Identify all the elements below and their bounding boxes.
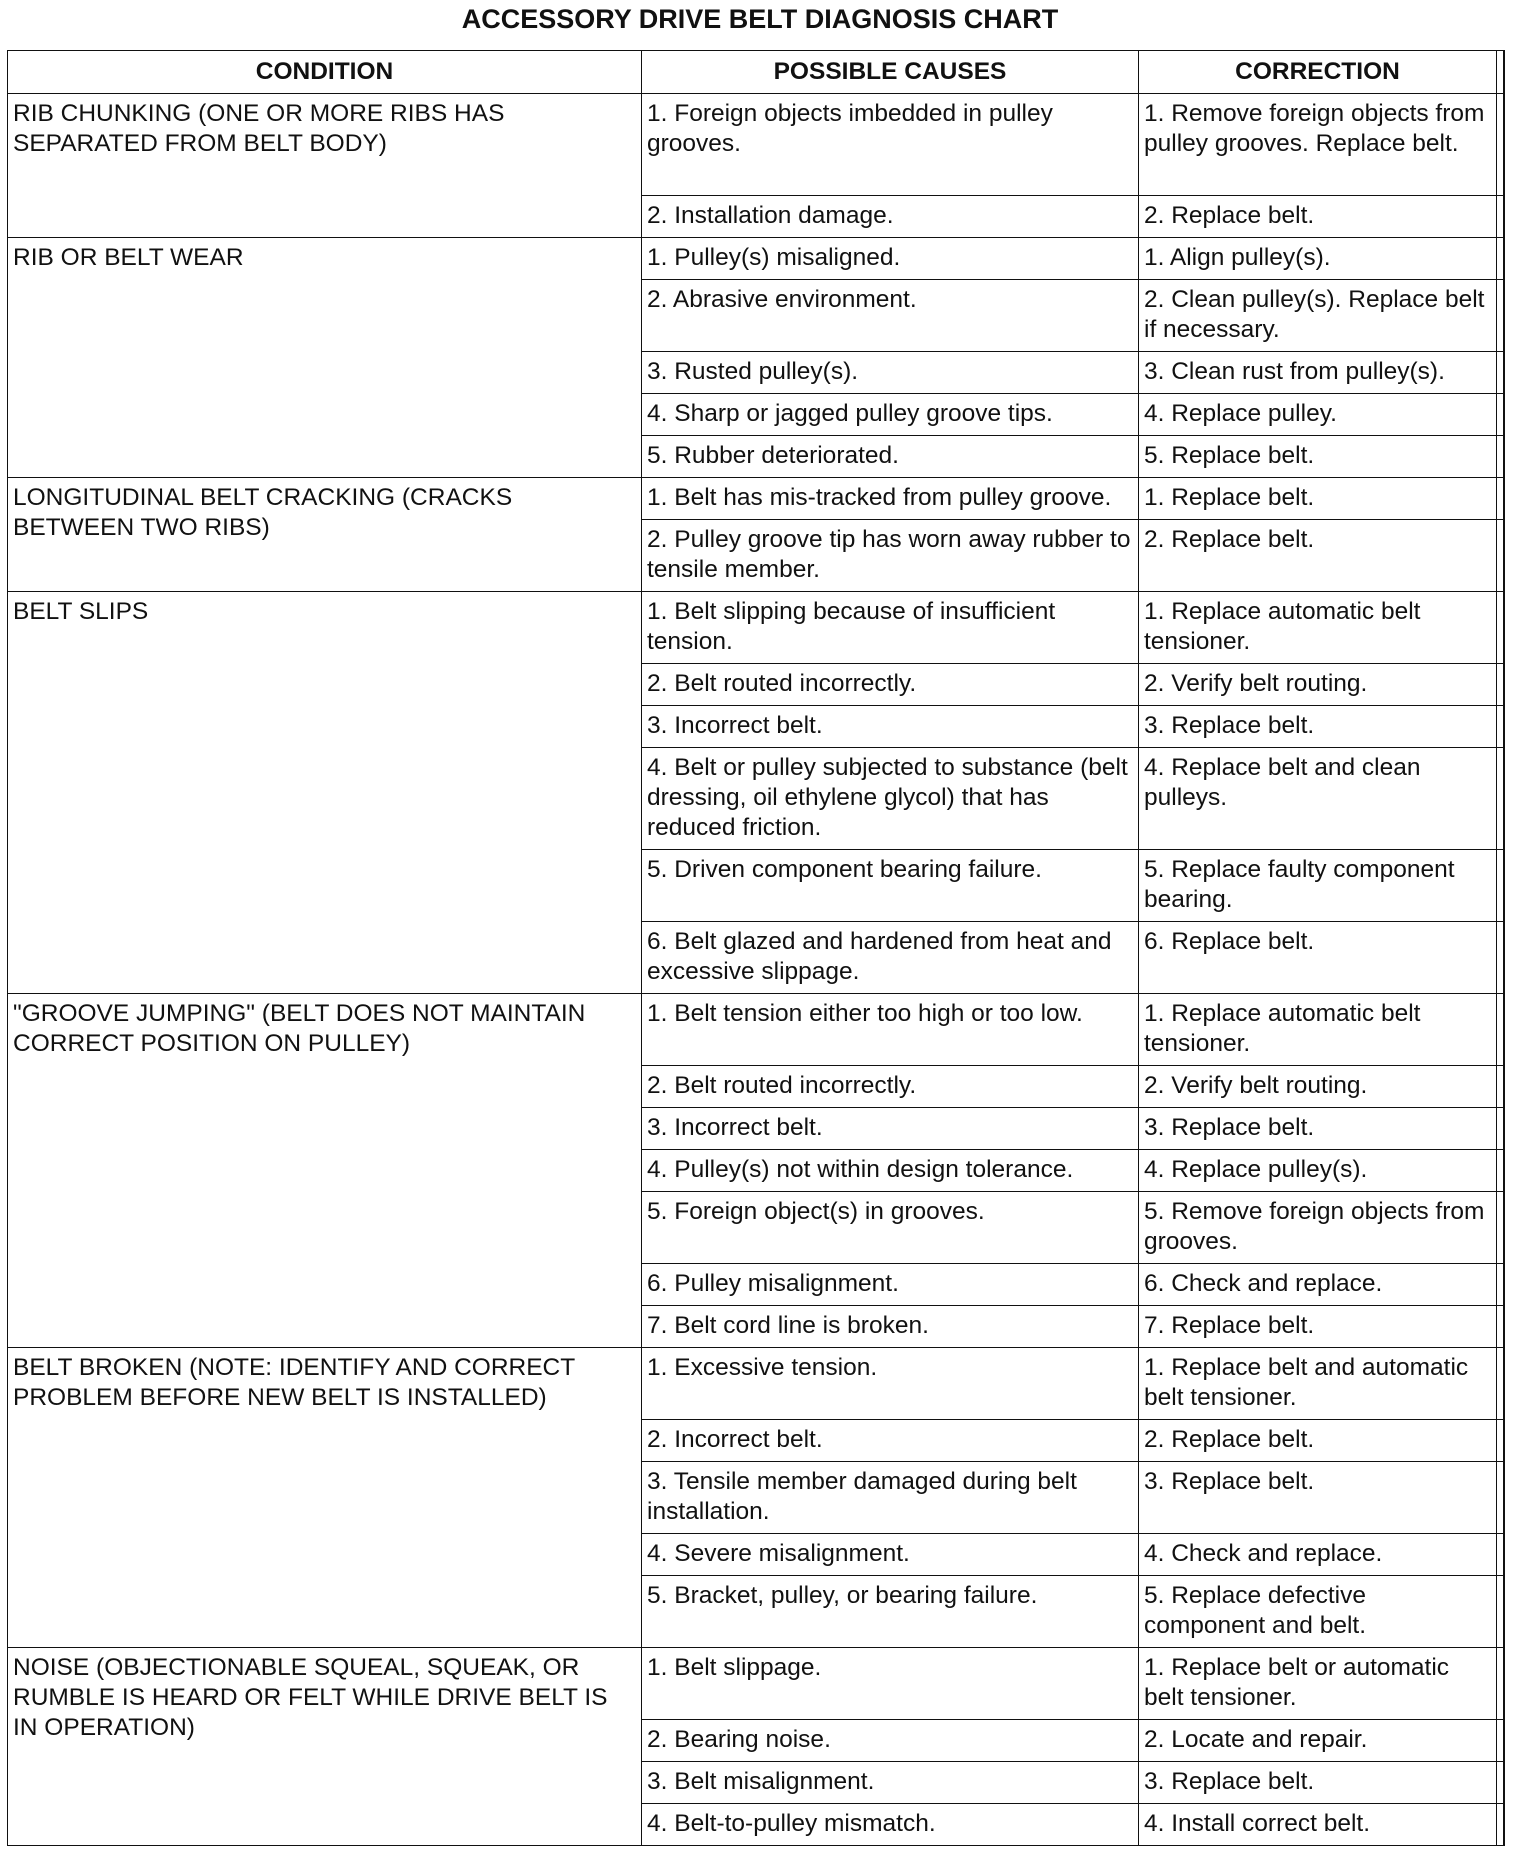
correction-cell: 2. Replace belt. <box>1139 196 1497 238</box>
correction-cell: 5. Replace faulty component bearing. <box>1139 850 1497 922</box>
edge-cell <box>1497 1192 1504 1264</box>
condition-cell: BELT SLIPS <box>8 592 642 994</box>
condition-cell: BELT BROKEN (NOTE: IDENTIFY AND CORRECT PROBLEM BEFORE NEW BELT IS INSTALLED) <box>8 1348 642 1648</box>
correction-cell: 1. Remove foreign objects from pulley grooves. Replace belt. <box>1139 94 1497 196</box>
correction-cell: 3. Replace belt. <box>1139 1108 1497 1150</box>
correction-cell: 6. Check and replace. <box>1139 1264 1497 1306</box>
correction-cell: 2. Clean pulley(s). Replace belt if necessary. <box>1139 280 1497 352</box>
correction-cell: 2. Replace belt. <box>1139 1420 1497 1462</box>
correction-cell: 3. Replace belt. <box>1139 1462 1497 1534</box>
header-condition: CONDITION <box>8 51 642 94</box>
cause-cell: 2. Bearing noise. <box>642 1720 1139 1762</box>
table-row <box>8 478 1504 520</box>
cause-cell: 3. Tensile member damaged during belt installation. <box>642 1462 1139 1534</box>
edge-cell <box>1497 94 1504 196</box>
correction-cell: 4. Replace pulley. <box>1139 394 1497 436</box>
edge-cell <box>1497 1762 1504 1804</box>
correction-cell: 3. Replace belt. <box>1139 1762 1497 1804</box>
correction-cell: 1. Replace belt and automatic belt tensioner. <box>1139 1348 1497 1420</box>
condition-cell: LONGITUDINAL BELT CRACKING (CRACKS BETWEEN TWO RIBS) <box>8 478 642 592</box>
cause-cell: 3. Rusted pulley(s). <box>642 352 1139 394</box>
cause-cell: 5. Rubber deteriorated. <box>642 436 1139 478</box>
edge-cell <box>1497 1534 1504 1576</box>
correction-cell: 4. Check and replace. <box>1139 1534 1497 1576</box>
edge-cell <box>1497 352 1504 394</box>
correction-cell: 3. Clean rust from pulley(s). <box>1139 352 1497 394</box>
cause-cell: 2. Installation damage. <box>642 196 1139 238</box>
cause-cell: 5. Driven component bearing failure. <box>642 850 1139 922</box>
edge-cell <box>1497 196 1504 238</box>
edge-cell <box>1497 1804 1504 1846</box>
edge-cell <box>1497 748 1504 850</box>
edge-cell <box>1497 1108 1504 1150</box>
header-correction: CORRECTION <box>1139 51 1497 94</box>
edge-cell <box>1497 280 1504 352</box>
condition-cell: "GROOVE JUMPING" (BELT DOES NOT MAINTAIN CORRECT POSITION ON PULLEY) <box>8 994 642 1348</box>
correction-cell: 4. Install correct belt. <box>1139 1804 1497 1846</box>
cause-cell: 1. Foreign objects imbedded in pulley grooves. <box>642 94 1139 196</box>
cause-cell: 1. Excessive tension. <box>642 1348 1139 1420</box>
table-row <box>8 238 1504 280</box>
edge-cell <box>1497 520 1504 592</box>
table-body <box>8 94 1504 1846</box>
edge-cell <box>1497 436 1504 478</box>
correction-cell: 1. Align pulley(s). <box>1139 238 1497 280</box>
cause-cell: 1. Belt has mis-tracked from pulley groove. <box>642 478 1139 520</box>
condition-cell: RIB CHUNKING (ONE OR MORE RIBS HAS SEPARATED FROM BELT BODY) <box>8 94 642 238</box>
cause-cell: 1. Pulley(s) misaligned. <box>642 238 1139 280</box>
edge-cell <box>1497 850 1504 922</box>
correction-cell: 1. Replace belt or automatic belt tensioner. <box>1139 1648 1497 1720</box>
header-row <box>8 51 1504 94</box>
edge-cell <box>1497 1348 1504 1420</box>
table-row <box>8 1648 1504 1720</box>
cause-cell: 4. Sharp or jagged pulley groove tips. <box>642 394 1139 436</box>
edge-cell <box>1497 922 1504 994</box>
edge-cell <box>1497 592 1504 664</box>
edge-cell <box>1497 1720 1504 1762</box>
cause-cell: 1. Belt slippage. <box>642 1648 1139 1720</box>
cause-cell: 6. Pulley misalignment. <box>642 1264 1139 1306</box>
edge-cell <box>1497 394 1504 436</box>
correction-cell: 7. Replace belt. <box>1139 1306 1497 1348</box>
correction-cell: 6. Replace belt. <box>1139 922 1497 994</box>
edge-cell <box>1497 1420 1504 1462</box>
cause-cell: 2. Belt routed incorrectly. <box>642 664 1139 706</box>
cause-cell: 7. Belt cord line is broken. <box>642 1306 1139 1348</box>
table-row <box>8 94 1504 196</box>
cause-cell: 4. Belt or pulley subjected to substance (belt dressing, oil ethylene glycol) that has reduced friction. <box>642 748 1139 850</box>
edge-cell <box>1497 1648 1504 1720</box>
correction-cell: 3. Replace belt. <box>1139 706 1497 748</box>
edge-cell <box>1497 664 1504 706</box>
cause-cell: 5. Foreign object(s) in grooves. <box>642 1192 1139 1264</box>
correction-cell: 2. Locate and repair. <box>1139 1720 1497 1762</box>
chart-title: ACCESSORY DRIVE BELT DIAGNOSIS CHART <box>461 4 1059 34</box>
edge-cell <box>1497 1462 1504 1534</box>
correction-cell: 1. Replace automatic belt tensioner. <box>1139 592 1497 664</box>
correction-cell: 4. Replace pulley(s). <box>1139 1150 1497 1192</box>
condition-cell: NOISE (OBJECTIONABLE SQUEAL, SQUEAK, OR RUMBLE IS HEARD OR FELT WHILE DRIVE BELT IS IN OPERATION) <box>8 1648 642 1846</box>
edge-cell <box>1497 994 1504 1066</box>
correction-cell: 1. Replace automatic belt tensioner. <box>1139 994 1497 1066</box>
edge-cell <box>1497 1576 1504 1648</box>
cause-cell: 3. Belt misalignment. <box>642 1762 1139 1804</box>
correction-cell: 1. Replace belt. <box>1139 478 1497 520</box>
cause-cell: 3. Incorrect belt. <box>642 706 1139 748</box>
cause-cell: 4. Severe misalignment. <box>642 1534 1139 1576</box>
cause-cell: 4. Pulley(s) not within design tolerance. <box>642 1150 1139 1192</box>
cause-cell: 6. Belt glazed and hardened from heat and excessive slippage. <box>642 922 1139 994</box>
cause-cell: 4. Belt-to-pulley mismatch. <box>642 1804 1139 1846</box>
cause-cell: 3. Incorrect belt. <box>642 1108 1139 1150</box>
edge-cell <box>1497 706 1504 748</box>
correction-cell: 5. Replace defective component and belt. <box>1139 1576 1497 1648</box>
edge-cell <box>1497 1306 1504 1348</box>
header-possible-causes: POSSIBLE CAUSES <box>642 51 1139 94</box>
edge-cell <box>1497 478 1504 520</box>
correction-cell: 2. Verify belt routing. <box>1139 664 1497 706</box>
cause-cell: 2. Pulley groove tip has worn away rubber to tensile member. <box>642 520 1139 592</box>
edge-cell <box>1497 1264 1504 1306</box>
condition-cell: RIB OR BELT WEAR <box>8 238 642 478</box>
cause-cell: 5. Bracket, pulley, or bearing failure. <box>642 1576 1139 1648</box>
table-row <box>8 1348 1504 1420</box>
cause-cell: 2. Belt routed incorrectly. <box>642 1066 1139 1108</box>
edge-cell <box>1497 238 1504 280</box>
correction-cell: 2. Verify belt routing. <box>1139 1066 1497 1108</box>
correction-cell: 5. Remove foreign objects from grooves. <box>1139 1192 1497 1264</box>
correction-cell: 5. Replace belt. <box>1139 436 1497 478</box>
header-edge-column <box>1497 51 1504 94</box>
edge-cell <box>1497 1150 1504 1192</box>
correction-cell: 2. Replace belt. <box>1139 520 1497 592</box>
cause-cell: 1. Belt slipping because of insufficient tension. <box>642 592 1139 664</box>
diagnosis-table <box>7 50 1505 1846</box>
table-row <box>8 994 1504 1066</box>
edge-cell <box>1497 1066 1504 1108</box>
cause-cell: 2. Incorrect belt. <box>642 1420 1139 1462</box>
table-row <box>8 592 1504 664</box>
cause-cell: 1. Belt tension either too high or too low. <box>642 994 1139 1066</box>
cause-cell: 2. Abrasive environment. <box>642 280 1139 352</box>
correction-cell: 4. Replace belt and clean pulleys. <box>1139 748 1497 850</box>
